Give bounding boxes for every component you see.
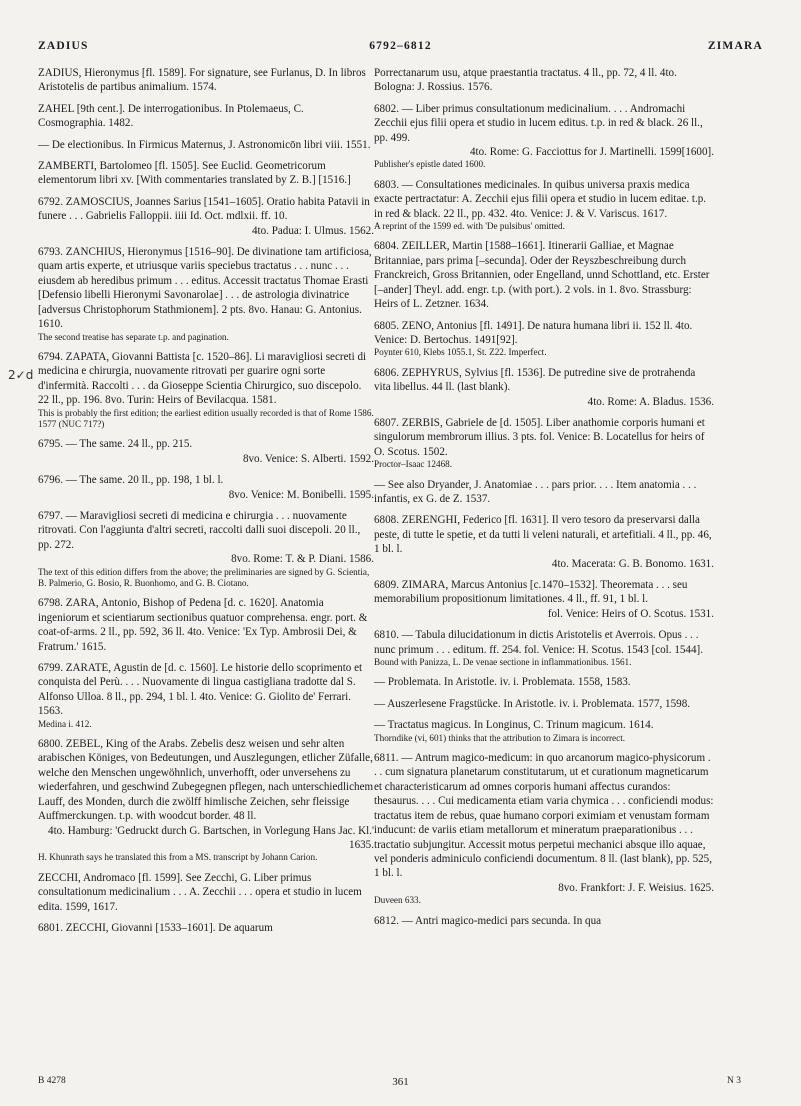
entry-text: 6803. — Consultationes medicinales. In quibus universa praxis medica exacte pertractatur: A. Zecchii ejus filii opera et studio in lucem editae. t.p. in red & black. 22 ll., pp. 432. 4to. Venice: J. & V. Variscus. 1617. <box>374 178 707 220</box>
entry-text: 6794. ZAPATA, Giovanni Battista [c. 1520–86]. Li maravigliosi secreti di medicina e chirurgia, nuovamente ritrovati per guarire ogni sorte d'infermità. Raccolti . . . da Gioseppe Scientia Chirurgico, suo discepolo. 22 ll., pp. 196. 8vo. Turin: Heirs of Bevilacqua. 1581. <box>38 350 367 407</box>
right-column <box>374 66 714 1051</box>
entry-text: 6810. — Tabula dilucidationum in dictis Aristotelis et Averrois. Opus . . . nunc primum . . . editum. ff. 254. fol. Venice: H. Scotus. 1543 [col. 1544]. <box>374 629 703 656</box>
catalog-entry <box>374 675 714 689</box>
catalog-entry <box>374 478 714 507</box>
catalog-entry <box>38 437 374 466</box>
entry-text: 6806. ZEPHYRUS, Sylvius [fl. 1536]. De putredine sive de protrahenda vita libellus. 44 ll. (last blank). <box>374 366 696 394</box>
footer-signature: B 4278 <box>38 1076 66 1086</box>
header-right: ZIMARA <box>707 40 763 52</box>
catalog-entry <box>38 138 374 152</box>
entry-text: 6800. ZEBEL, King of the Arabs. Zebelis desz weisen und sehr alten arabischen Königes, von Bedeutungen, und Auszlegungen, etlicher Züfalle, welche den Menschen ungewöhnlich, unverhofft, oder unversehens zu wiederfahren, und geschwind Zubegegnen pflegen, nach unterschiedlichem Lauff, des Monden, durch die zwölff himlische Zeichen, sehr fleissige Auffmerckungen. t.p. with woodcut border. 48 ll. <box>38 738 374 823</box>
catalog-entry <box>374 718 714 744</box>
catalog-entry <box>374 178 714 233</box>
entry-note: This is probably the first edition; the earliest edition usually recorded is that of Rome 1586. 1577 (NUC 717?) <box>38 407 374 429</box>
entry-text: — Auszerlesene Fragstücke. In Aristotle. iv. i. Problemata. 1577, 1598. <box>374 697 691 710</box>
entry-text: — Tractatus magicus. In Longinus, C. Trinum magicum. 1614. <box>374 719 654 732</box>
catalog-entry <box>38 921 374 935</box>
entry-imprint: 4to. Hamburg: 'Gedruckt durch G. Bartschen, in Vorlegung Hans Jac. Kl.' 1635. <box>48 824 374 851</box>
catalog-entry <box>38 737 374 864</box>
entry-text: 6802. — Liber primus consultationum medicinalium. . . . Andromachi Zecchii ejus filii opera et studio in lucem editus. t.p. in red & black. 26 ll., pp. 499. <box>374 102 703 144</box>
entry-text: Porrectanarum usu, atque praestantia tractatus. 4 ll., pp. 72, 4 ll. 4to. Bologna: J. Rossius. 1576. <box>374 67 677 94</box>
catalog-entry <box>374 366 714 409</box>
entry-imprint: 8vo. Venice: M. Bonibelli. 1595. <box>228 488 374 501</box>
entry-note: Thorndike (vi, 601) thinks that the attribution to Zimara is incorrect. <box>374 732 626 743</box>
catalog-entry <box>374 751 714 906</box>
footer-gathering: N 3 <box>727 1076 741 1086</box>
entry-note: The text of this edition differs from the above; the preliminaries are signed by G. Scientia, B. Palmerio, G. Bosio, R. Buonhomo, and G. B. Ciotano. <box>38 566 370 588</box>
catalog-entry <box>374 416 714 471</box>
header-left: ZADIUS <box>38 40 89 52</box>
entry-text: 6796. — The same. 20 ll., pp. 198, 1 bl. l. <box>38 474 224 487</box>
catalog-entry <box>374 914 714 928</box>
entry-imprint: fol. Venice: Heirs of O. Scotus. 1531. <box>547 607 714 620</box>
entry-text: 6799. ZARATE, Agustin de [d. c. 1560]. Le historie dello scoprimento et conquista del Perù. . . . Nuovamente di lingua castigliana tradotte dal S. Alfonso Ulloa. 8 ll., pp. 294, 1 bl. l. 4to. Venice: G. Giolito de' Ferrari. 1563. <box>38 662 363 718</box>
entry-imprint: 4to. Macerata: G. B. Bonomo. 1631. <box>551 557 714 570</box>
left-column <box>38 66 374 1051</box>
entry-text: — See also Dryander, J. Anatomiae . . . pars prior. . . . Item anatomia . . . infantis, ex G. de Z. 1537. <box>374 478 697 505</box>
entry-imprint: 4to. Rome: A. Bladus. 1536. <box>587 395 714 408</box>
entry-text: 6811. — Antrum magico-medicum: in quo arcanorum magico-physicorum . . . cum signatura planetarum constitutarum, ut et curationum magneticarum et characteristicarum ad omnes corporis humani affectus curandos: thesaurus. . . . Cui medicamenta etiam varia chymica . . . conficiendi modus: tractatus item de rebus, quae humano corpori eximiam et venustam formam inducunt: de variis etiam metallorum et mineratum praeparationibus . . . tractatio subjungitur. Accessit motus perpetui mechanici absque illo aquae, vel ponderis adminiculo conficiendi documentum. 8 ll. (last blank), pp. 525, 1 bl. l. <box>374 752 714 880</box>
entry-note: Duveen 633. <box>374 895 421 906</box>
catalog-entry <box>38 350 374 430</box>
entry-text: 6797. — Maravigliosi secreti di medicina e chirurgia . . . nuovamente ritrovati. Con l'aggiunta d'altri secreti, raccolti dalli suoi discepoli. 20 ll., pp. 272. <box>38 509 361 551</box>
entry-imprint: 8vo. Rome: T. & P. Diani. 1586. <box>231 553 374 566</box>
catalog-entry <box>38 66 374 95</box>
entry-text: 6812. — Antri magico-medici pars secunda. In qua <box>374 914 602 927</box>
catalog-entry <box>38 195 374 238</box>
entry-text: 6792. ZAMOSCIUS, Joannes Sarius [1541–1605]. Oratio habita Patavii in funere . . . Gabrielis Falloppii. iiii Id. Oct. mdlxii. ff. 10. <box>38 195 370 223</box>
catalog-entry <box>38 245 374 343</box>
entry-note: Poynter 610, Klebs 1055.1, St. Z22. Imperfect. <box>374 347 547 358</box>
entry-note: Bound with Panizza, L. De venae sectione in inflammationibus. 1561. <box>374 657 632 668</box>
entry-text: 6808. ZERENGHI, Federico [fl. 1631]. Il vero tesoro da preservarsi dalla peste, di tutte le spetie, et da tutti li veleni naturali, et artefitiali. 4 ll., pp. 46, 1 bl. l. <box>374 514 712 556</box>
entry-text: — De electionibus. In Firmicus Maternus, J. Astronomicōn libri viii. 1551. <box>38 138 371 151</box>
entry-text: ZECCHI, Andromaco [fl. 1599]. See Zecchi, G. Liber primus consultationum medicinalium . . . A. Zecchii . . . opera et studio in lucem edita. 1599, 1617. <box>38 871 362 913</box>
entry-text: ZAMBERTI, Bartolomeo [fl. 1505]. See Euclid. Geometricorum elementorum libri xv. [With commentaries translated by Z. B.] [1516.] <box>38 160 351 187</box>
catalog-entry <box>374 628 714 668</box>
catalog-entry <box>38 509 374 589</box>
page-number: 361 <box>392 1076 409 1088</box>
entry-imprint: 8vo. Frankfort: J. F. Weisius. 1625. <box>558 881 714 894</box>
entry-text: ZAHEL [9th cent.]. De interrogationibus. In Ptolemaeus, C. Cosmographia. 1482. <box>38 102 304 130</box>
catalog-entry <box>374 239 714 311</box>
catalog-entry <box>374 578 714 621</box>
catalog-entry <box>374 513 714 571</box>
entry-imprint: 8vo. Venice: S. Alberti. 1592. <box>242 452 374 465</box>
page-header <box>38 40 763 58</box>
entry-note: The second treatise has separate t.p. and pagination. <box>38 331 229 342</box>
entry-note: Proctor–Isaac 12468. <box>374 459 453 470</box>
entry-text: 6809. ZIMARA, Marcus Antonius [c.1470–1532]. Theoremata . . . seu memorabilium propositionum limitationes. 4 ll., ff. 91, 1 bl. l. <box>374 579 688 606</box>
entry-text: ZADIUS, Hieronymus [fl. 1589]. For signature, see Furlanus, D. In libros Aristotelis de partibus animalium. 1574. <box>38 67 366 94</box>
catalog-entry <box>374 319 714 359</box>
catalog-entry <box>374 102 714 171</box>
entry-text: 6793. ZANCHIUS, Hieronymus [1516–90]. De divinatione tam artificiosa, quam artis experte, et utriusque variis speciebus tractatus . . . nunc . . . eiusdem ab heredibus primum . . . editus. Accessit tractatus Thomae Erasti [Defensio libelli Hieronymi Savonarolae] . . . de astrologia divinatrice [adversus Christophorum Stathmionem]. 2 pts. 8vo. Hanau: G. Antonius. 1610. <box>38 246 372 331</box>
entry-text: 6805. ZENO, Antonius [fl. 1491]. De natura humana libri ii. 152 ll. 4to. Venice: D. Bertochus. 1491[92]. <box>374 319 693 346</box>
entry-text: 6807. ZERBIS, Gabriele de [d. 1505]. Liber anathomie corporis humani et singulorum membrorum illius. 3 pts. fol. Venice: B. Locatellus for heirs of O. Scotus. 1502. <box>374 416 705 458</box>
header-center: 6792–6812 <box>369 40 432 52</box>
handwritten-margin-mark: 2✓d <box>8 368 34 382</box>
catalog-entry <box>38 159 374 188</box>
catalog-entry <box>38 596 374 654</box>
entry-note: Publisher's epistle dated 1600. <box>374 159 486 170</box>
catalog-entry <box>38 661 374 730</box>
catalog-entry <box>374 66 714 95</box>
entry-text: 6798. ZARA, Antonio, Bishop of Pedena [d. c. 1620]. Anatomia ingeniorum et scientiarum sectionibus quatuor comprehensa. engr. port. & coat-of-arms. 2 ll., pp. 592, 36 ll. 4to. Venice: 'Ex Typ. Ambrosii Dei, & Fratrum.' 1615. <box>38 597 368 653</box>
entry-note: Medina i. 412. <box>38 718 92 729</box>
catalog-entry <box>38 871 374 914</box>
entry-text: 6801. ZECCHI, Giovanni [1533–1601]. De aquarum <box>38 921 273 934</box>
entry-note: A reprint of the 1599 ed. with 'De pulsibus' omitted. <box>374 221 565 232</box>
entry-text: — Problemata. In Aristotle. iv. i. Problemata. 1558, 1583. <box>374 676 631 689</box>
catalog-entry <box>374 697 714 711</box>
entry-text: 6795. — The same. 24 ll., pp. 215. <box>38 438 193 451</box>
entry-text: 6804. ZEILLER, Martin [1588–1661]. Itinerarii Galliae, et Magnae Britanniae, pars prima [–secunda]. Oder der Reyszbeschreibung durch Franckreich, Gross Britannien, oder Engelland, unnd Schottland, etc. Erster [–ander] Theyl. add. engr. t.p. (with port.). 2 vols. in 1. 8vo. Strassburg: Heirs of L. Zetzner. 1634. <box>374 240 710 311</box>
entry-note: H. Khunrath says he translated this from a MS. transcript by Johann Carion. <box>38 852 318 863</box>
entry-imprint: 4to. Rome: G. Facciottus for J. Martinelli. 1599[1600]. <box>469 146 714 159</box>
catalog-entry <box>38 473 374 502</box>
entry-imprint: 4to. Padua: I. Ulmus. 1562. <box>251 224 374 237</box>
catalog-entry <box>38 102 374 131</box>
